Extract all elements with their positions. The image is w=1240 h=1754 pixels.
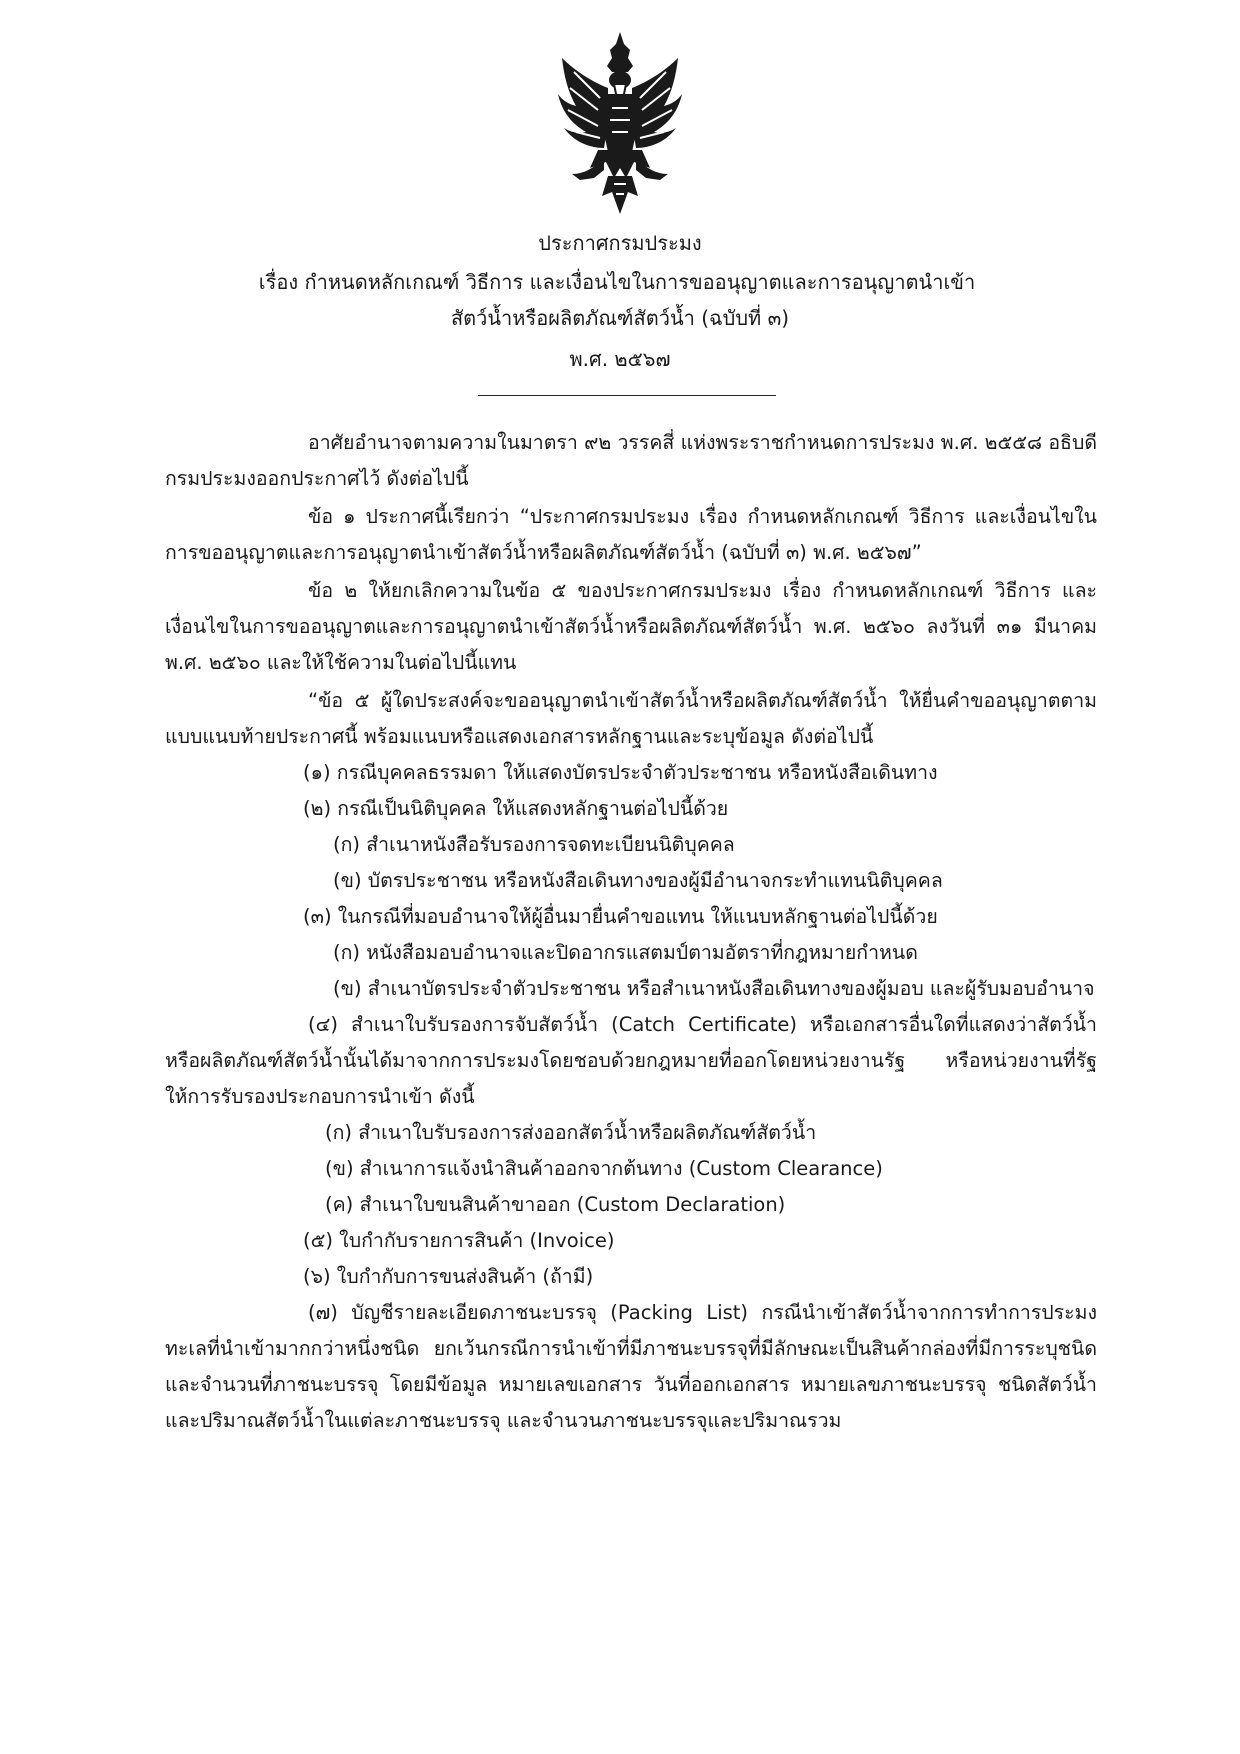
- clause-5-item-4a: (ก) สำเนาใบรับรองการส่งออกสัตว์น้ำหรือผลิตภัณฑ์สัตว์น้ำ: [325, 1121, 817, 1144]
- document-body: [165, 425, 1097, 1439]
- clause-5-item-2b: (ข) บัตรประชาชน หรือหนังสือเดินทางของผู้มีอำนาจกระทำแทนนิติบุคคล: [333, 869, 943, 892]
- clause-5-item-3b: (ข) สำเนาบัตรประจำตัวประชาชน หรือสำเนาหนังสือเดินทางของผู้มอบ และผู้รับมอบอำนาจ: [333, 977, 1095, 1000]
- clause-2-paragraph: ข้อ ๒ ให้ยกเลิกความในข้อ ๕ ของประกาศกรมประมง เรื่อง กำหนดหลักเกณฑ์ วิธีการ และเงื่อนไขในการขออนุญาตและการอนุญาตนำเข้าสัตว์น้ำหรือผลิตภัณฑ์สัตว์น้ำ พ.ศ. ๒๕๖๐ ลงวันที่ ๓๑ มีนาคม พ.ศ. ๒๕๖๐ และให้ใช้ความในต่อไปนี้แทน: [165, 579, 1097, 674]
- clause-5-item-2: (๒) กรณีเป็นนิติบุคคล ให้แสดงหลักฐานต่อไปนี้ด้วย: [303, 797, 729, 820]
- clause-5-item-2a: (ก) สำเนาหนังสือรับรองการจดทะเบียนนิติบุคคล: [333, 833, 735, 856]
- clause-5-item-3: (๓) ในกรณีที่มอบอำนาจให้ผู้อื่นมายื่นคำขอแทน ให้แนบหลักฐานต่อไปนี้ด้วย: [303, 905, 938, 928]
- clause-5-item-7: (๗) บัญชีรายละเอียดภาชนะบรรจุ (Packing List) กรณีนำเข้าสัตว์น้ำจากการทำการประมงทะเลที่นำเข้ามากกว่าหนึ่งชนิด ยกเว้นกรณีการนำเข้าที่มีภาชนะบรรจุที่มีลักษณะเป็นสินค้ากล่องที่มีการระบุชนิดและจำนวนที่ภาชนะบรรจุ โดยมีข้อมูล หมายเลขเอกสาร วันที่ออกเอกสาร หมายเลขภาชนะบรรจุ ชนิดสัตว์น้ำและปริมาณสัตว์น้ำในแต่ละภาชนะบรรจุ และจำนวนภาชนะบรรจุและปริมาณรวม: [165, 1301, 1097, 1432]
- clause-5-item-4b: (ข) สำเนาการแจ้งนำสินค้าออกจากต้นทาง (Custom Clearance): [325, 1157, 883, 1180]
- clause-5-item-6: (๖) ใบกำกับการขนส่งสินค้า (ถ้ามี): [303, 1265, 594, 1288]
- clause-5-item-3a: (ก) หนังสือมอบอำนาจและปิดอากรแสตมป์ตามอัตราที่กฎหมายกำหนด: [333, 941, 918, 964]
- garuda-emblem: [554, 28, 686, 220]
- document-subject-line1: เรื่อง กำหนดหลักเกณฑ์ วิธีการ และเงื่อนไขในการขออนุญาตและการอนุญาตนำเข้า: [258, 270, 976, 294]
- clause-5-item-4c: (ค) สำเนาใบขนสินค้าขาออก (Custom Declaration): [325, 1193, 786, 1216]
- document-year: พ.ศ. ๒๕๖๗: [569, 347, 671, 371]
- document-title: ประกาศกรมประมง: [538, 231, 702, 255]
- clause-5-item-5: (๕) ใบกำกับรายการสินค้า (Invoice): [303, 1229, 615, 1252]
- clause-5-item-1: (๑) กรณีบุคคลธรรมดา ให้แสดงบัตรประจำตัวประชาชน หรือหนังสือเดินทาง: [303, 761, 938, 784]
- document-subject-line2: สัตว์น้ำหรือผลิตภัณฑ์สัตว์น้ำ (ฉบับที่ ๓): [450, 306, 790, 330]
- clause-5-item-4: (๔) สำเนาใบรับรองการจับสัตว์น้ำ (Catch Certificate) หรือเอกสารอื่นใดที่แสดงว่าสัตว์น้ำหรือผลิตภัณฑ์สัตว์น้ำนั้นได้มาจากการประมงโดยชอบด้วยกฎหมายที่ออกโดยหน่วยงานรัฐ หรือหน่วยงานที่รัฐให้การรับรองประกอบการนำเข้า ดังนี้: [165, 1013, 1097, 1108]
- clause-1-paragraph: ข้อ ๑ ประกาศนี้เรียกว่า “ประกาศกรมประมง เรื่อง กำหนดหลักเกณฑ์ วิธีการ และเงื่อนไขในการขออนุญาตและการอนุญาตนำเข้าสัตว์น้ำหรือผลิตภัณฑ์สัตว์น้ำ (ฉบับที่ ๓) พ.ศ. ๒๕๖๗”: [165, 505, 1097, 564]
- preamble-paragraph: อาศัยอำนาจตามความในมาตรา ๙๒ วรรคสี่ แห่งพระราชกำหนดการประมง พ.ศ. ๒๕๕๘ อธิบดีกรมประมงออกประกาศไว้ ดังต่อไปนี้: [165, 431, 1097, 490]
- title-divider: [478, 395, 776, 396]
- clause-5-intro-paragraph: “ข้อ ๕ ผู้ใดประสงค์จะขออนุญาตนำเข้าสัตว์น้ำหรือผลิตภัณฑ์สัตว์น้ำ ให้ยื่นคำขออนุญาตตามแบบแนบท้ายประกาศนี้ พร้อมแนบหรือแสดงเอกสารหลักฐานและระบุข้อมูล ดังต่อไปนี้: [165, 689, 1097, 748]
